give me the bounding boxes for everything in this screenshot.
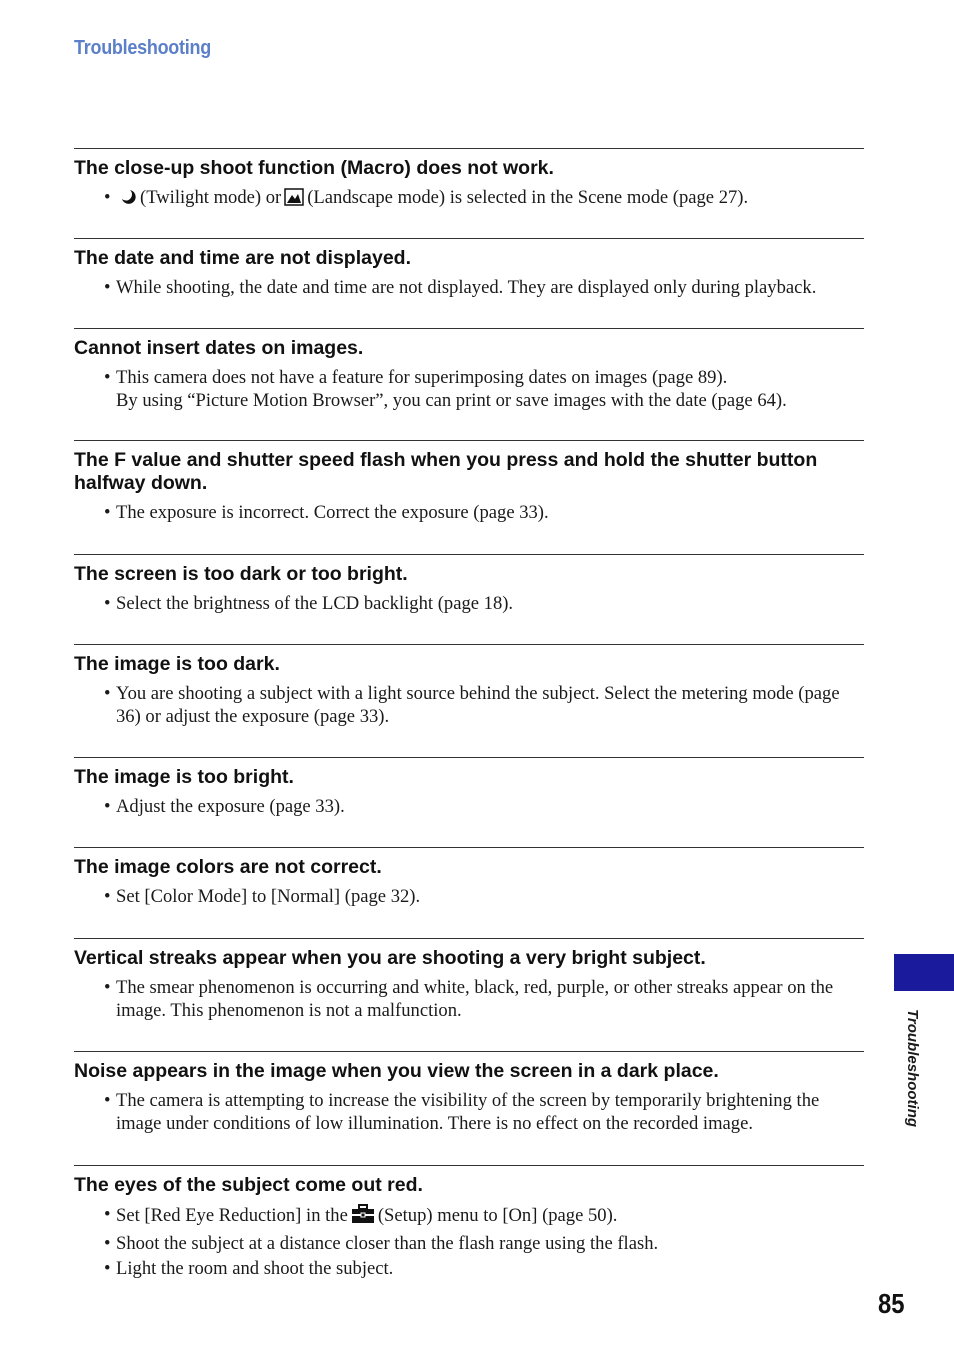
section-screen-brightness [74, 554, 864, 644]
section-heading: Cannot insert dates on images. [74, 337, 364, 359]
section-heading: Vertical streaks appear when you are shooting a very bright subject. [74, 947, 706, 969]
section-image-too-dark [74, 644, 864, 757]
bullet-list [74, 977, 864, 1022]
list-item: • Light the room and shoot the subject. [116, 1258, 864, 1281]
bullet-list [74, 1090, 864, 1135]
section-heading: Noise appears in the image when you view the screen in a dark place. [74, 1060, 719, 1082]
section-red-eye [74, 1165, 864, 1281]
list-item [116, 367, 864, 412]
section-heading: The eyes of the subject come out red. [74, 1174, 423, 1196]
list-item [116, 1204, 864, 1231]
bullet-list [74, 1204, 864, 1281]
list-item: • You are shooting a subject with a light source behind the subject. Select the metering mode (page 36) or adjust the exposure (page 33). [116, 683, 864, 728]
bullet-list [74, 796, 864, 819]
section-heading: The image is too bright. [74, 766, 294, 788]
bullet-list [74, 187, 864, 213]
list-item [116, 187, 864, 213]
section-heading: The close-up shoot function (Macro) does not work. [74, 157, 554, 179]
section-f-value-flash [74, 440, 864, 554]
section-date-time [74, 238, 864, 328]
twilight-mode-icon [119, 188, 137, 213]
side-section-label: Troubleshooting [904, 1008, 922, 1128]
section-tab-marker [894, 954, 954, 991]
list-item: • The camera is attempting to increase the visibility of the screen by temporarily brightening the image under conditions of low illumination. There is no effect on the recorded image. [116, 1090, 864, 1135]
list-item: • Adjust the exposure (page 33). [116, 796, 864, 819]
list-item: • The smear phenomenon is occurring and white, black, red, purple, or other streaks appear on the image. This phenomenon is not a malfunction. [116, 977, 864, 1022]
section-insert-dates [74, 328, 864, 440]
running-header: Troubleshooting [74, 37, 211, 59]
bullet-list [74, 367, 864, 412]
section-heading: The screen is too dark or too bright. [74, 563, 408, 585]
section-image-too-bright [74, 757, 864, 847]
bullet-list [74, 683, 864, 728]
section-heading: The image is too dark. [74, 653, 280, 675]
list-item: • The exposure is incorrect. Correct the exposure (page 33). [116, 502, 864, 525]
section-macro [74, 148, 864, 238]
list-item: • While shooting, the date and time are not displayed. They are displayed only during playback. [116, 277, 864, 300]
bullet-list [74, 277, 864, 300]
item-text: (Setup) menu to [On] (page 50). [377, 1205, 618, 1226]
page-number: 85 [878, 1288, 905, 1319]
list-item: • Shoot the subject at a distance closer than the flash range using the flash. [116, 1233, 864, 1256]
item-text: (Twilight mode) or [140, 187, 282, 208]
list-item: • Select the brightness of the LCD backlight (page 18). [116, 593, 864, 616]
troubleshooting-content [74, 148, 864, 1281]
section-noise-dark-place [74, 1051, 864, 1165]
section-image-colors [74, 847, 864, 938]
landscape-mode-icon [284, 188, 304, 213]
item-text-continued: By using “Picture Motion Browser”, you can print or save images with the date (page 64). [116, 389, 787, 411]
setup-menu-icon [351, 1204, 375, 1231]
bullet-list [74, 886, 864, 909]
item-text: Set [Red Eye Reduction] in the [116, 1205, 348, 1226]
list-item: • Set [Color Mode] to [Normal] (page 32). [116, 886, 864, 909]
bullet-list [74, 502, 864, 525]
bullet-list [74, 593, 864, 616]
section-heading: The date and time are not displayed. [74, 247, 411, 269]
item-text: This camera does not have a feature for superimposing dates on images (page 89). [116, 367, 728, 388]
section-vertical-streaks [74, 938, 864, 1051]
section-heading: The image colors are not correct. [74, 856, 382, 878]
section-heading: The F value and shutter speed flash when you press and hold the shutter button halfway down. [74, 449, 818, 494]
item-text: (Landscape mode) is selected in the Scene mode (page 27). [307, 187, 749, 208]
